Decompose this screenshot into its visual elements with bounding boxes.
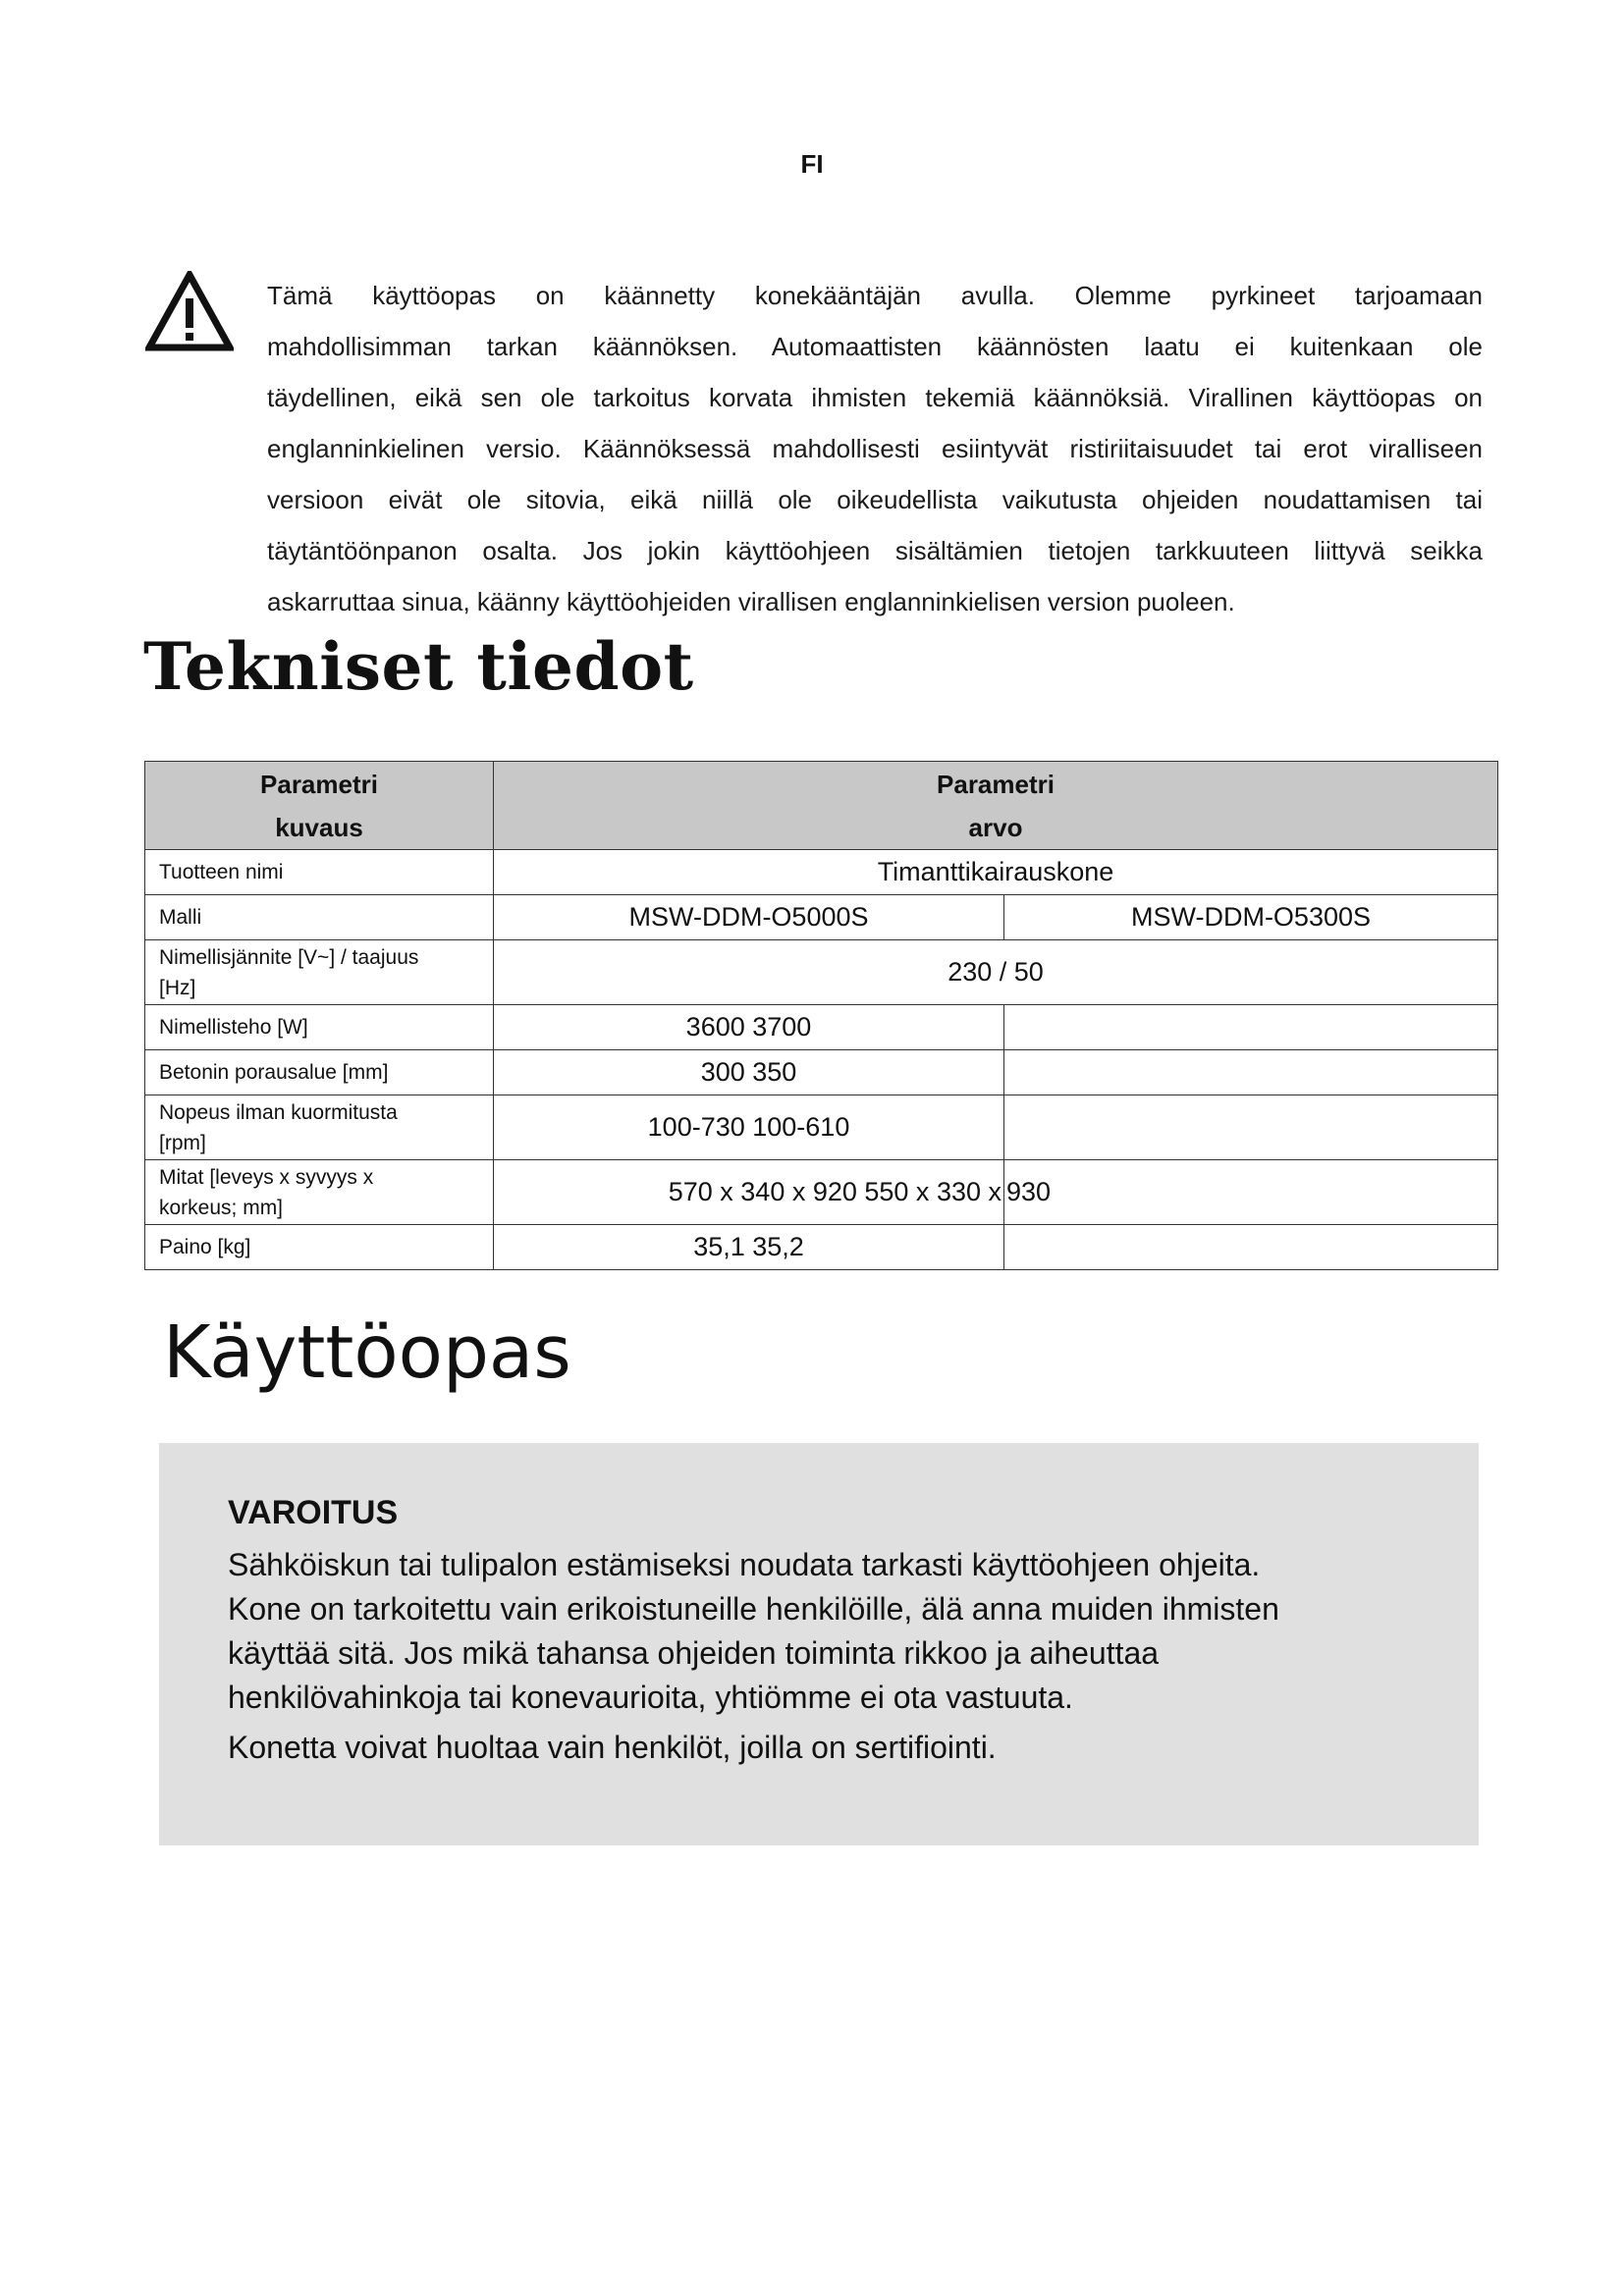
- row-label: Tuotteen nimi: [145, 850, 494, 895]
- row-label: Malli: [145, 895, 494, 940]
- table-row: [145, 895, 1498, 940]
- warning-text: [228, 1543, 1445, 1770]
- spec-table: [144, 761, 1498, 1270]
- label-line: Nopeus ilman kuormitusta: [159, 1100, 398, 1124]
- table-row: [145, 1005, 1498, 1050]
- label-line: [rpm]: [159, 1131, 206, 1154]
- row-label: Nimellisteho [W]: [145, 1005, 494, 1050]
- notice-line: Tämä käyttöopas on käännetty konekääntäjän avulla. Olemme pyrkineet tarjoamaan: [267, 281, 1483, 310]
- section-title-technical-data: Tekniset tiedot: [143, 628, 694, 705]
- table-row: [145, 1050, 1498, 1095]
- empty-cell: [1004, 1095, 1498, 1160]
- spec-table-header: [145, 762, 1498, 850]
- row-value: MSW-DDM-O5000S: [494, 895, 1004, 940]
- warning-box: [159, 1443, 1479, 1845]
- section-title-user-manual: Käyttöopas: [163, 1310, 571, 1395]
- warning-line: Konetta voivat huoltaa vain henkilöt, joilla on sertifiointi.: [228, 1730, 997, 1765]
- row-label: Betonin porausalue [mm]: [145, 1050, 494, 1095]
- warning-line: Kone on tarkoitettu vain erikoistuneille henkilöille, älä anna muiden ihmisten: [228, 1591, 1279, 1627]
- header-parameter-description: [145, 762, 494, 850]
- warning-title: VAROITUS: [228, 1494, 399, 1531]
- warning-line: Sähköiskun tai tulipalon estämiseksi noudata tarkasti käyttöohjeen ohjeita.: [228, 1547, 1261, 1582]
- header-line: arvo: [968, 812, 1023, 842]
- row-value: MSW-DDM-O5300S: [1004, 895, 1498, 940]
- row-value: 3600 3700: [494, 1005, 1004, 1050]
- row-value: 300 350: [494, 1050, 1004, 1095]
- notice-line: askarruttaa sinua, käänny käyttöohjeiden virallisen englanninkielisen version puoleen.: [267, 587, 1235, 616]
- notice-line: englanninkielinen versio. Käännöksessä mahdollisesti esiintyvät ristiriitaisuudet tai erot viralliseen: [267, 434, 1483, 463]
- table-row: [145, 940, 1498, 1005]
- header-line: kuvaus: [275, 812, 363, 842]
- row-value: 35,1 35,2: [494, 1225, 1004, 1270]
- row-value: Timanttikairauskone: [494, 850, 1498, 895]
- row-value: 230 / 50: [494, 940, 1498, 1005]
- warning-line: henkilövahinkoja tai konevaurioita, yhtiömme ei ota vastuuta.: [228, 1680, 1073, 1715]
- table-row: [145, 1225, 1498, 1270]
- empty-cell: [1004, 1005, 1498, 1050]
- notice-line: mahdollisimman tarkan käännöksen. Automaattisten käännösten laatu ei kuitenkaan ole: [267, 332, 1483, 361]
- table-row: [145, 1160, 1498, 1225]
- table-row: [145, 850, 1498, 895]
- translation-notice: [267, 270, 1483, 627]
- label-line: Mitat [leveys x syvyys x: [159, 1165, 374, 1189]
- warning-triangle-icon: [145, 271, 234, 351]
- label-line: Nimellisjännite [V~] / taajuus: [159, 945, 419, 969]
- empty-cell: [1004, 1050, 1498, 1095]
- label-line: korkeus; mm]: [159, 1196, 284, 1219]
- header-parameter-value: [494, 762, 1498, 850]
- row-label: Paino [kg]: [145, 1225, 494, 1270]
- label-line: [Hz]: [159, 976, 196, 999]
- row-value: 570 x 340 x 920 550 x 330 x: [494, 1160, 1004, 1225]
- row-value: 930: [1004, 1160, 1498, 1225]
- warning-line: käyttää sitä. Jos mikä tahansa ohjeiden toiminta rikkoo ja aiheuttaa: [228, 1635, 1160, 1671]
- language-code: FI: [800, 149, 824, 179]
- notice-line: täydellinen, eikä sen ole tarkoitus korvata ihmisten tekemiä käännöksiä. Virallinen käyttöopas on: [267, 383, 1483, 412]
- header-line: Parametri: [260, 769, 378, 799]
- header-line: Parametri: [937, 769, 1055, 799]
- row-value: 100-730 100-610: [494, 1095, 1004, 1160]
- table-row: [145, 1095, 1498, 1160]
- row-label: [145, 940, 494, 1005]
- empty-cell: [1004, 1225, 1498, 1270]
- row-label: [145, 1095, 494, 1160]
- row-label: [145, 1160, 494, 1225]
- notice-line: täytäntöönpanon osalta. Jos jokin käyttöohjeen sisältämien tietojen tarkkuuteen liittyvä seikka: [267, 536, 1483, 565]
- notice-line: versioon eivät ole sitovia, eikä niillä ole oikeudellista vaikutusta ohjeiden noudattamisen tai: [267, 485, 1483, 514]
